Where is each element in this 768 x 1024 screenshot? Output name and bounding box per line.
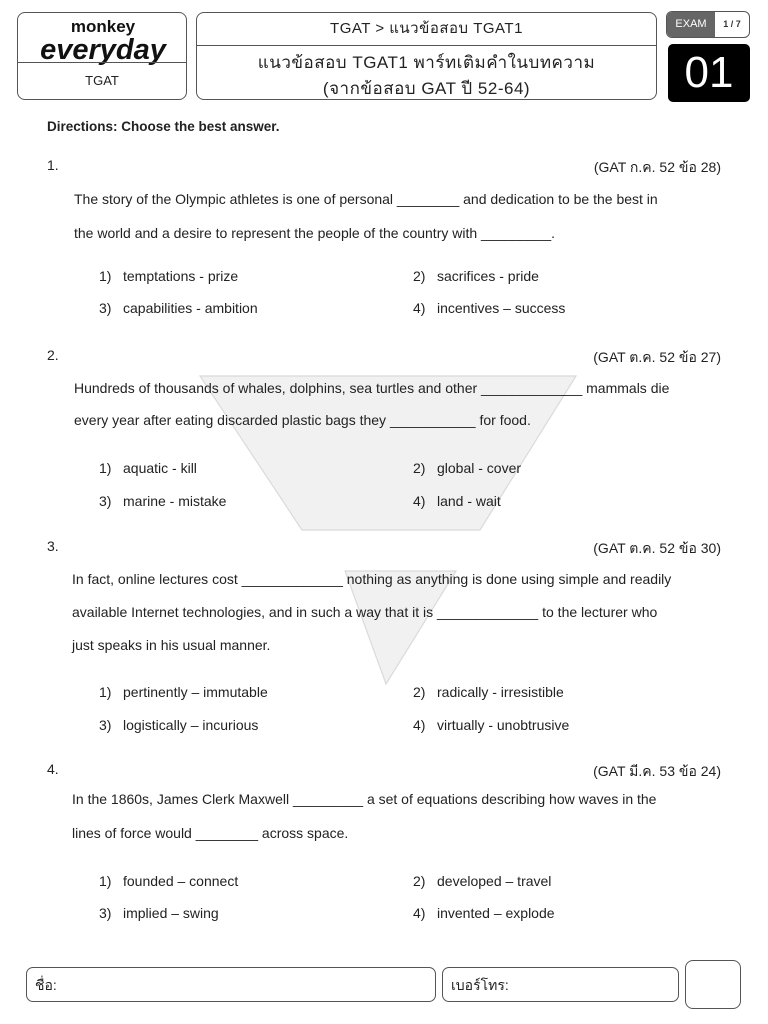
answer-option[interactable]: [99, 717, 258, 733]
question-text: lines of force would ________ across space.: [72, 825, 349, 841]
phone-label: เบอร์โทร:: [451, 977, 509, 993]
monkey-everyday-logo: [24, 15, 182, 67]
answer-option[interactable]: [99, 873, 238, 889]
option-number: 4): [413, 493, 426, 509]
answer-option[interactable]: [99, 460, 197, 476]
question-source: (GAT ก.ค. 52 ข้อ 28): [593, 159, 721, 175]
answer-option[interactable]: [99, 268, 238, 284]
question-text: every year after eating discarded plastic bags they ___________ for food.: [74, 412, 531, 428]
answer-option[interactable]: [99, 684, 268, 700]
option-text: founded – connect: [123, 873, 239, 889]
answer-option[interactable]: [99, 300, 258, 316]
option-number: 3): [99, 300, 112, 316]
answer-option[interactable]: [99, 493, 226, 509]
option-number: 3): [99, 493, 112, 509]
logo-subtitle: TGAT: [85, 73, 119, 88]
question-number: 4.: [47, 761, 59, 777]
option-number: 4): [413, 717, 426, 733]
option-number: 4): [413, 905, 426, 921]
option-number: 1): [99, 460, 112, 476]
exam-label: EXAM: [667, 12, 715, 37]
option-text: virtually - unobtrusive: [437, 717, 570, 733]
answer-option[interactable]: [413, 717, 569, 733]
answer-option[interactable]: [413, 460, 521, 476]
option-text: radically - irresistible: [437, 684, 564, 700]
option-number: 2): [413, 268, 426, 284]
answer-option[interactable]: [413, 268, 539, 284]
question-text: The story of the Olympic athletes is one of personal ________ and dedication to be the best in: [74, 191, 658, 207]
option-text: pertinently – immutable: [123, 684, 268, 700]
exam-badge: [666, 11, 750, 38]
logo-line1: monkey: [70, 17, 136, 36]
blank-box: [685, 960, 741, 1009]
question-source: (GAT ต.ค. 52 ข้อ 27): [593, 349, 721, 365]
name-label: ชื่อ:: [35, 977, 57, 993]
option-number: 2): [413, 684, 426, 700]
title-box: [196, 12, 657, 100]
phone-field[interactable]: [442, 967, 679, 1002]
option-text: logistically – incurious: [123, 717, 259, 733]
option-text: marine - mistake: [123, 493, 227, 509]
option-text: capabilities - ambition: [123, 300, 258, 316]
logo-box: [17, 12, 187, 100]
answer-option[interactable]: [413, 905, 555, 921]
exam-number: 01: [668, 44, 750, 102]
question-source: (GAT มี.ค. 53 ข้อ 24): [593, 763, 721, 779]
question-number: 1.: [47, 157, 59, 173]
breadcrumb: TGAT > แนวข้อสอบ TGAT1: [197, 13, 656, 46]
question-number: 3.: [47, 538, 59, 554]
answer-option[interactable]: [99, 905, 219, 921]
question-text: Hundreds of thousands of whales, dolphins, sea turtles and other _____________ mammals die: [74, 380, 670, 396]
page-indicator: 1 / 7: [723, 19, 741, 29]
option-number: 1): [99, 684, 112, 700]
question-text: just speaks in his usual manner.: [72, 637, 271, 653]
question-text: In fact, online lectures cost _____________ nothing as anything is done using simple and readily: [72, 571, 672, 587]
option-number: 3): [99, 905, 112, 921]
page-title: แนวข้อสอบ TGAT1 พาร์ทเติมคำในบทความ: [257, 53, 596, 72]
option-text: aquatic - kill: [123, 460, 197, 476]
option-number: 1): [99, 268, 112, 284]
option-text: global - cover: [437, 460, 522, 476]
logo-divider: [18, 62, 186, 63]
answer-option[interactable]: [413, 300, 565, 316]
option-number: 1): [99, 873, 112, 889]
option-number: 2): [413, 873, 426, 889]
question-source: (GAT ต.ค. 52 ข้อ 30): [593, 540, 721, 556]
directions: Directions: Choose the best answer.: [47, 119, 280, 134]
option-number: 4): [413, 300, 426, 316]
answer-option[interactable]: [413, 684, 564, 700]
question-text: available Internet technologies, and in such a way that it is _____________ to the lecturer who: [72, 604, 658, 620]
option-text: implied – swing: [123, 905, 219, 921]
question-text: In the 1860s, James Clerk Maxwell _________ a set of equations describing how waves in the: [72, 791, 657, 807]
option-text: temptations - prize: [123, 268, 239, 284]
option-number: 2): [413, 460, 426, 476]
question-text: the world and a desire to represent the people of the country with _________.: [74, 225, 555, 241]
answer-option[interactable]: [413, 493, 501, 509]
option-text: invented – explode: [437, 905, 555, 921]
answer-option[interactable]: [413, 873, 551, 889]
logo-line2: everyday: [40, 34, 166, 66]
option-text: land - wait: [437, 493, 501, 509]
option-text: incentives – success: [437, 300, 566, 316]
option-text: sacrifices - pride: [437, 268, 539, 284]
page-subtitle: (จากข้อสอบ GAT ปี 52-64): [322, 79, 531, 98]
option-text: developed – travel: [437, 873, 552, 889]
option-number: 3): [99, 717, 112, 733]
question-number: 2.: [47, 347, 59, 363]
name-field[interactable]: [26, 967, 436, 1002]
